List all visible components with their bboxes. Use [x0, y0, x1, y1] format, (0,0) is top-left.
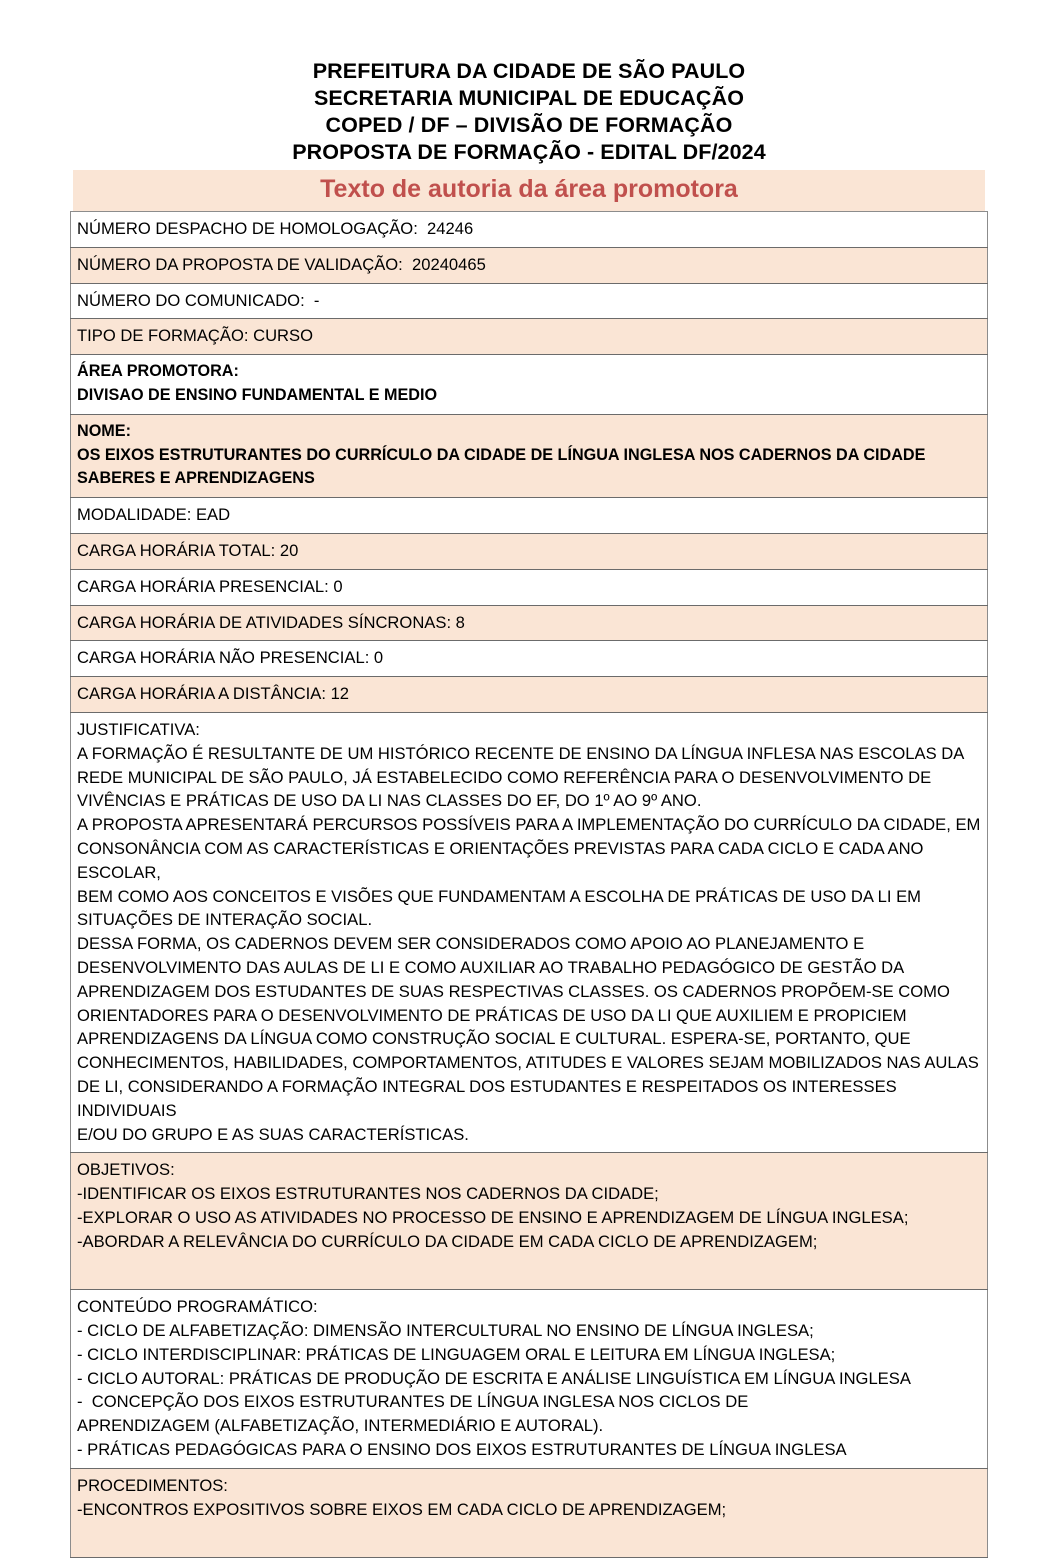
field-line: CARGA HORÁRIA NÃO PRESENCIAL: 0	[77, 648, 384, 668]
field-line: A PROPOSTA APRESENTARÁ PERCURSOS POSSÍVEIS PARA A IMPLEMENTAÇÃO DO CURRÍCULO DA CIDADE, EM	[77, 815, 981, 835]
field-line: CONTEÚDO PROGRAMÁTICO:	[77, 1297, 318, 1317]
table-row	[71, 247, 988, 283]
field-line: OBJETIVOS:	[77, 1160, 175, 1180]
field-carga-horaria-atividades-sincronas	[71, 605, 988, 641]
field-blank-line	[77, 1253, 981, 1277]
table-row	[71, 712, 988, 1152]
field-area-promotora	[71, 355, 988, 415]
table-row	[71, 355, 988, 415]
field-line: -ABORDAR A RELEVÂNCIA DO CURRÍCULO DA CIDADE EM CADA CICLO DE APRENDIZAGEM;	[77, 1231, 818, 1251]
proposal-fields-table	[70, 211, 988, 1558]
field-tipo-de-formacao	[71, 319, 988, 355]
field-conteudo-programatico	[71, 1290, 988, 1469]
table-row	[71, 605, 988, 641]
field-blank-line	[77, 1521, 981, 1545]
header-line-2: SECRETARIA MUNICIPAL DE EDUCAÇÃO	[313, 86, 745, 110]
field-line: ÁREA PROMOTORA:	[77, 362, 239, 381]
field-line: APRENDIZAGEM (ALFABETIZAÇÃO, INTERMEDIÁRIO E AUTORAL).	[77, 1416, 604, 1436]
field-line: NÚMERO DO COMUNICADO: -	[77, 290, 320, 310]
table-row	[71, 569, 988, 605]
table-row	[71, 1468, 988, 1557]
field-line: OS EIXOS ESTRUTURANTES DO CURRÍCULO DA CIDADE DE LÍNGUA INGLESA NOS CADERNOS DA CIDADE	[77, 445, 926, 464]
field-nome	[71, 414, 988, 497]
field-line: APRENDIZAGENS DA LÍNGUA COMO CONSTRUÇÃO SOCIAL E CULTURAL. ESPERA-SE, PORTANTO, QUE	[77, 1029, 911, 1049]
field-justificativa	[71, 712, 988, 1152]
field-line: -IDENTIFICAR OS EIXOS ESTRUTURANTES NOS CADERNOS DA CIDADE;	[77, 1184, 659, 1204]
table-row	[71, 319, 988, 355]
field-line: BEM COMO AOS CONCEITOS E VISÕES QUE FUNDAMENTAM A ESCOLHA DE PRÁTICAS DE USO DA LI EM	[77, 886, 921, 906]
authorship-banner-label: Texto de autoria da área promotora	[320, 175, 738, 203]
field-line: - CICLO AUTORAL: PRÁTICAS DE PRODUÇÃO DE ESCRITA E ANÁLISE LINGUÍSTICA EM LÍNGUA INGLESA	[77, 1368, 911, 1388]
field-carga-horaria-presencial	[71, 569, 988, 605]
field-line: -ENCONTROS EXPOSITIVOS SOBRE EIXOS EM CADA CICLO DE APRENDIZAGEM;	[77, 1499, 727, 1519]
table-row	[71, 414, 988, 497]
field-line: A FORMAÇÃO É RESULTANTE DE UM HISTÓRICO RECENTE DE ENSINO DA LÍNGUA INFLESA NAS ESCOLAS DA	[77, 743, 965, 763]
field-line: NÚMERO DA PROPOSTA DE VALIDAÇÃO: 20240465	[77, 254, 486, 274]
table-row	[71, 283, 988, 319]
field-line: JUSTIFICATIVA:	[77, 719, 200, 739]
field-numero-despacho-homologacao	[71, 212, 988, 248]
field-line: ORIENTADORES PARA O DESENVOLVIMENTO DE PRÁTICAS DE USO DA LI QUE AUXILIEM E PROPICIEM	[77, 1005, 907, 1025]
field-line: NÚMERO DESPACHO DE HOMOLOGAÇÃO: 24246	[77, 219, 474, 238]
field-line: APRENDIZAGEM DOS ESTUDANTES DE SUAS RESPECTIVAS CLASSES. OS CADERNOS PROPÕEM-SE COMO	[77, 981, 950, 1001]
header-line-3: COPED / DF – DIVISÃO DE FORMAÇÃO	[325, 113, 733, 137]
field-line: CARGA HORÁRIA DE ATIVIDADES SÍNCRONAS: 8	[77, 612, 465, 632]
field-line: VIVÊNCIAS E PRÁTICAS DE USO DA LI NAS CLASSES DO EF, DO 1º AO 9º ANO.	[77, 791, 702, 811]
field-carga-horaria-nao-presencial	[71, 641, 988, 677]
authorship-banner	[73, 170, 985, 211]
field-line: CARGA HORÁRIA PRESENCIAL: 0	[77, 576, 343, 596]
field-line: - CICLO INTERDISCIPLINAR: PRÁTICAS DE LINGUAGEM ORAL E LEITURA EM LÍNGUA INGLESA;	[77, 1344, 836, 1364]
table-row	[71, 498, 988, 534]
field-line: REDE MUNICIPAL DE SÃO PAULO, JÁ ESTABELECIDO COMO REFERÊNCIA PARA O DESENVOLVIMENTO DE	[77, 767, 932, 787]
field-objetivos	[71, 1153, 988, 1290]
table-row	[71, 212, 988, 248]
field-carga-horaria-total	[71, 533, 988, 569]
field-line: DE LI, CONSIDERANDO A FORMAÇÃO INTEGRAL DOS ESTUDANTES E RESPEITADOS OS INTERESSES INDIVIDUAIS	[77, 1076, 902, 1120]
field-line: E/OU DO GRUPO E AS SUAS CARACTERÍSTICAS.	[77, 1124, 469, 1144]
field-line: DIVISAO DE ENSINO FUNDAMENTAL E MEDIO	[77, 385, 438, 404]
proposal-fields-body	[71, 212, 988, 1558]
document-header	[0, 0, 1058, 166]
field-line: CARGA HORÁRIA TOTAL: 20	[77, 540, 299, 560]
field-line: - CONCEPÇÃO DOS EIXOS ESTRUTURANTES DE LÍNGUA INGLESA NOS CICLOS DE	[77, 1392, 749, 1412]
header-line-1: PREFEITURA DA CIDADE DE SÃO PAULO	[312, 59, 746, 83]
table-row	[71, 1153, 988, 1290]
field-line: CONHECIMENTOS, HABILIDADES, COMPORTAMENTOS, ATITUDES E VALORES SEJAM MOBILIZADOS NAS AULAS	[77, 1053, 979, 1073]
table-row	[71, 677, 988, 713]
field-numero-proposta-validacao	[71, 247, 988, 283]
table-row	[71, 533, 988, 569]
field-line: NOME:	[77, 421, 131, 440]
field-line: MODALIDADE: EAD	[77, 505, 231, 525]
field-line: DESENVOLVIMENTO DAS AULAS DE LI E COMO AUXILIAR AO TRABALHO PEDAGÓGICO DE GESTÃO DA	[77, 957, 905, 977]
field-line: SABERES E APRENDIZAGENS	[77, 469, 315, 488]
field-line: CARGA HORÁRIA A DISTÂNCIA: 12	[77, 684, 350, 704]
field-line: DESSA FORMA, OS CADERNOS DEVEM SER CONSIDERADOS COMO APOIO AO PLANEJAMENTO E	[77, 934, 865, 954]
table-row	[71, 1290, 988, 1469]
field-line: - CICLO DE ALFABETIZAÇÃO: DIMENSÃO INTERCULTURAL NO ENSINO DE LÍNGUA INGLESA;	[77, 1321, 814, 1341]
field-line: - PRÁTICAS PEDAGÓGICAS PARA O ENSINO DOS EIXOS ESTRUTURANTES DE LÍNGUA INGLESA	[77, 1440, 847, 1460]
field-line: TIPO DE FORMAÇÃO: CURSO	[77, 326, 314, 346]
field-numero-comunicado	[71, 283, 988, 319]
field-line: CONSONÂNCIA COM AS CARACTERÍSTICAS E ORIENTAÇÕES PREVISTAS PARA CADA CICLO E CADA ANO ESCOLAR,	[77, 838, 929, 882]
field-line: PROCEDIMENTOS:	[77, 1475, 228, 1495]
field-line: -EXPLORAR O USO AS ATIVIDADES NO PROCESSO DE ENSINO E APRENDIZAGEM DE LÍNGUA INGLESA;	[77, 1207, 909, 1227]
field-modalidade	[71, 498, 988, 534]
table-row	[71, 641, 988, 677]
header-line-4: PROPOSTA DE FORMAÇÃO - EDITAL DF/2024	[292, 140, 766, 164]
field-procedimentos	[71, 1468, 988, 1557]
field-line: SITUAÇÕES DE INTERAÇÃO SOCIAL.	[77, 910, 373, 930]
field-carga-horaria-a-distancia	[71, 677, 988, 713]
